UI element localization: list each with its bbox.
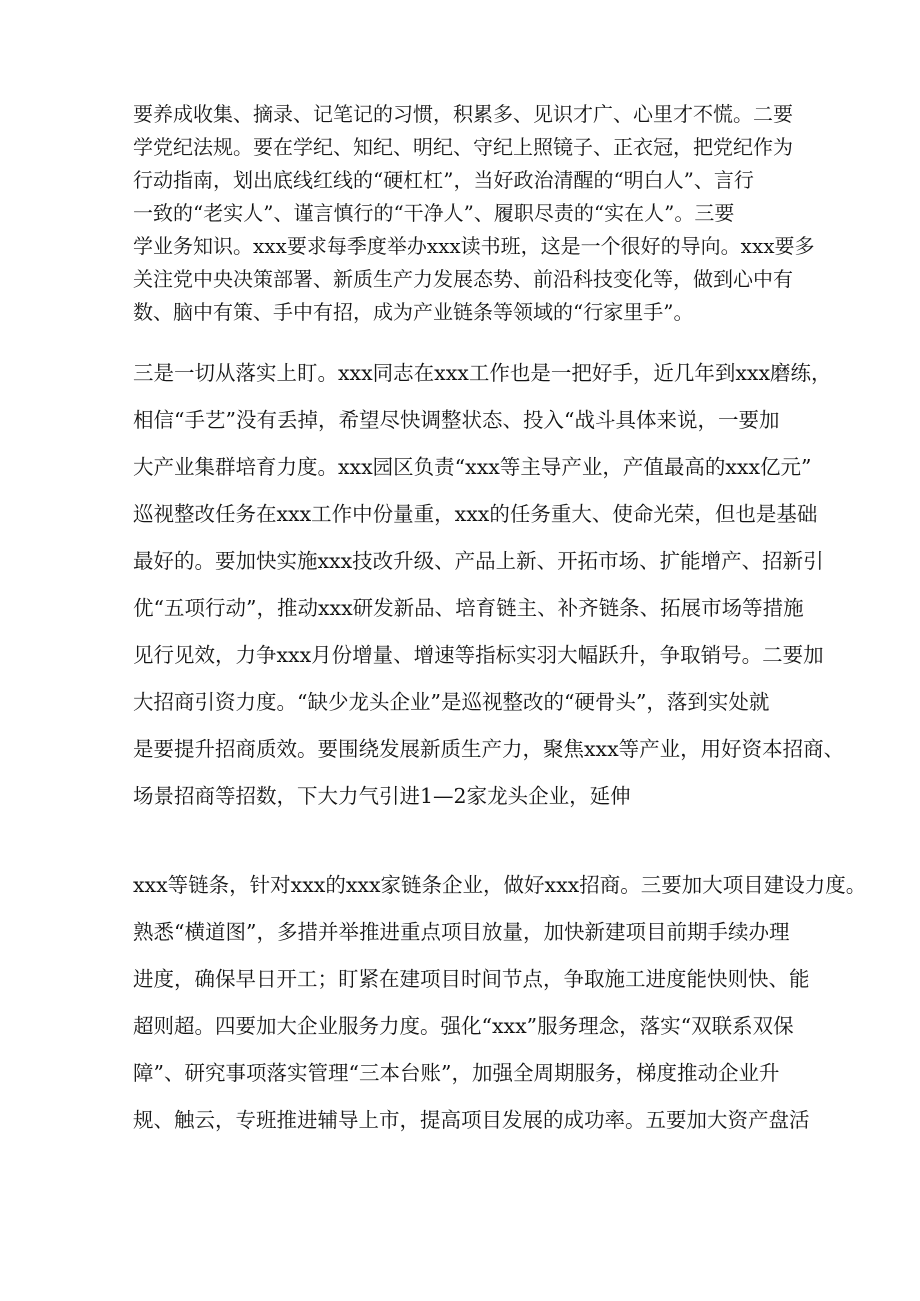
text-line: 巡视整改任务在xxx工作中份量重，xxx的任务重大、使命光荣，但也是基础 — [133, 502, 818, 526]
text-line: 大产业集群培育力度。xxx园区负责“xxx等主导产业，产值最高的xxx亿元” — [133, 455, 812, 479]
text-line: 行动指南，划出底线红线的“硬杠杠”，当好政治清醒的“明白人”、言行 — [133, 168, 754, 192]
text-line: 关注党中央决策部署、新质生产力发展态势、前沿科技变化等，做到心中有 — [133, 267, 793, 291]
text-line: 学党纪法规。要在学纪、知纪、明纪、守纪上照镜子、正衣冠，把党纪作为 — [133, 135, 793, 159]
text-line: 见行见效，力争xxx月份增量、增速等指标实羽大幅跃升，争取销号。二要加 — [133, 643, 824, 667]
text-line: 规、触云，专班推进辅导上市，提高项目发展的成功率。五要加大资产盘活 — [133, 1108, 810, 1132]
text-line: 熟悉“横道图”，多措并举推进重点项目放量，加快新建项目前期手续办理 — [133, 920, 790, 944]
text-line: 进度，确保早日开工；盯紧在建项目时间节点，争取施工进度能快则快、能 — [133, 967, 810, 991]
text-line: 数、脑中有策、手中有招，成为产业链条等领域的“行家里手”。 — [133, 300, 694, 324]
text-line: 要养成收集、摘录、记笔记的习惯，积累多、见识才广、心里才不慌。二要 — [133, 102, 793, 126]
text-line: xxx等链条，针对xxx的xxx家链条企业，做好xxx招商。三要加大项目建设力度。 — [133, 873, 867, 897]
text-line: 最好的。要加快实施xxx技改升级、产品上新、开拓市场、扩能增产、招新引 — [133, 549, 824, 573]
text-line: 优“五项行动”，推动xxx研发新品、培育链主、补齐链条、拓展市场等措施 — [133, 596, 804, 620]
text-line: 是要提升招商质效。要围绕发展新质生产力，聚焦xxx等产业，用好资本招商、 — [133, 737, 845, 761]
text-line: 三是一切从落实上盯。xxx同志在xxx工作也是一把好手，近几年到xxx磨练， — [133, 361, 832, 385]
text-line: 学业务知识。xxx要求每季度举办xxx读书班，这是一个很好的导向。xxx要多 — [133, 234, 815, 258]
text-line: 超则超。四要加大企业服务力度。强化“xxx”服务理念，落实“双联系双保 — [133, 1014, 794, 1038]
text-line: 大招商引资力度。“缺少龙头企业”是巡视整改的“硬骨头”，落到实处就 — [133, 690, 770, 714]
text-line: 障”、研究事项落实管理“三本台账”，加强全周期服务，梯度推动企业升 — [133, 1061, 780, 1085]
text-line: 场景招商等招数，下大力气引进1—2家龙头企业，延伸 — [133, 784, 631, 808]
text-line: 一致的“老实人”、谨言慎行的“干净人”、履职尽责的“实在人”。三要 — [133, 201, 735, 225]
text-line: 相信“手艺”没有丢掉，希望尽快调整状态、投入“战斗具体来说，一要加 — [133, 408, 780, 432]
